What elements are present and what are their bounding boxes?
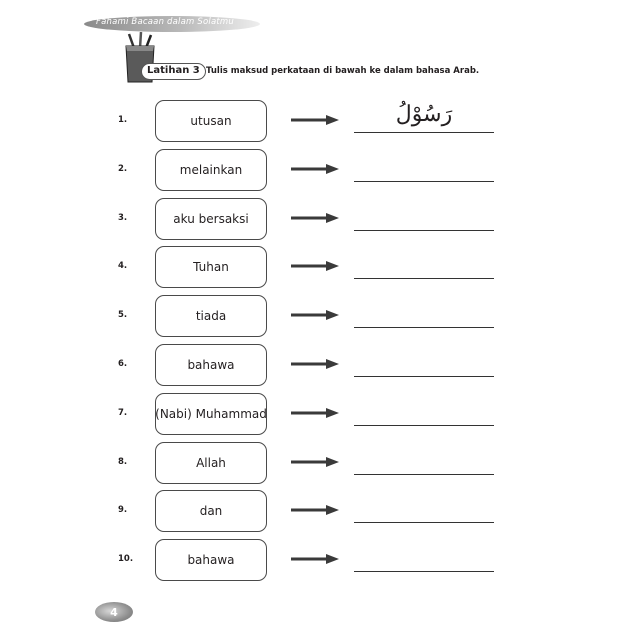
arrow-right-icon bbox=[290, 456, 340, 468]
page-number-badge bbox=[95, 602, 133, 622]
exercise-label: Latihan 3 bbox=[141, 63, 206, 80]
arrow-right-icon bbox=[290, 504, 340, 516]
arrow-right-icon bbox=[290, 358, 340, 370]
exercise-row bbox=[0, 393, 632, 437]
malay-word-box: bahawa bbox=[155, 539, 267, 581]
arrow-right-icon bbox=[290, 114, 340, 126]
malay-word-box: (Nabi) Muhammad bbox=[155, 393, 267, 435]
exercise-row bbox=[0, 344, 632, 388]
malay-word-box: utusan bbox=[155, 100, 267, 142]
arrow-right-icon bbox=[290, 260, 340, 272]
book-title: Fahami Bacaan dalam Solatmu bbox=[96, 17, 234, 27]
answer-line[interactable] bbox=[354, 376, 494, 377]
answer-line[interactable] bbox=[354, 571, 494, 572]
arrow-right-icon bbox=[290, 407, 340, 419]
item-number: 6. bbox=[118, 359, 128, 369]
exercise-row bbox=[0, 539, 632, 583]
answer-line[interactable] bbox=[354, 278, 494, 279]
answer-line[interactable] bbox=[354, 181, 494, 182]
malay-word-box: Tuhan bbox=[155, 246, 267, 288]
item-number: 10. bbox=[118, 554, 134, 565]
arrow-right-icon bbox=[290, 212, 340, 224]
exercise-row bbox=[0, 100, 632, 144]
answer-line[interactable] bbox=[354, 230, 494, 231]
page-number: 4 bbox=[110, 605, 118, 619]
exercise-row bbox=[0, 246, 632, 290]
arabic-answer: رَسُوْلُ bbox=[395, 102, 453, 127]
exercise-row bbox=[0, 295, 632, 339]
item-number: 5. bbox=[118, 310, 128, 321]
item-number: 8. bbox=[118, 456, 128, 467]
item-number: 2. bbox=[118, 163, 128, 174]
exercise-instruction: Tulis maksud perkataan di bawah ke dalam bahasa Arab. bbox=[206, 66, 480, 76]
answer-line[interactable] bbox=[354, 522, 494, 523]
arrow-right-icon bbox=[290, 309, 340, 321]
answer-line[interactable] bbox=[354, 474, 494, 475]
item-number: 4. bbox=[118, 261, 128, 272]
exercise-row bbox=[0, 198, 632, 242]
malay-word-box: melainkan bbox=[155, 149, 267, 191]
exercise-row bbox=[0, 442, 632, 486]
malay-word-box: tiada bbox=[155, 295, 267, 337]
malay-word-box: aku bersaksi bbox=[155, 198, 267, 240]
item-number: 7. bbox=[118, 407, 128, 418]
answer-line[interactable] bbox=[354, 132, 494, 133]
malay-word-box: bahawa bbox=[155, 344, 267, 386]
answer-line[interactable] bbox=[354, 327, 494, 328]
item-number: 9. bbox=[118, 505, 128, 516]
arrow-right-icon bbox=[290, 163, 340, 175]
malay-word-box: dan bbox=[155, 490, 267, 532]
item-number: 1. bbox=[118, 115, 128, 125]
malay-word-box: Allah bbox=[155, 442, 267, 484]
item-number: 3. bbox=[118, 212, 128, 223]
exercise-row bbox=[0, 149, 632, 193]
answer-line[interactable] bbox=[354, 425, 494, 426]
arrow-right-icon bbox=[290, 553, 340, 565]
exercise-row bbox=[0, 490, 632, 534]
